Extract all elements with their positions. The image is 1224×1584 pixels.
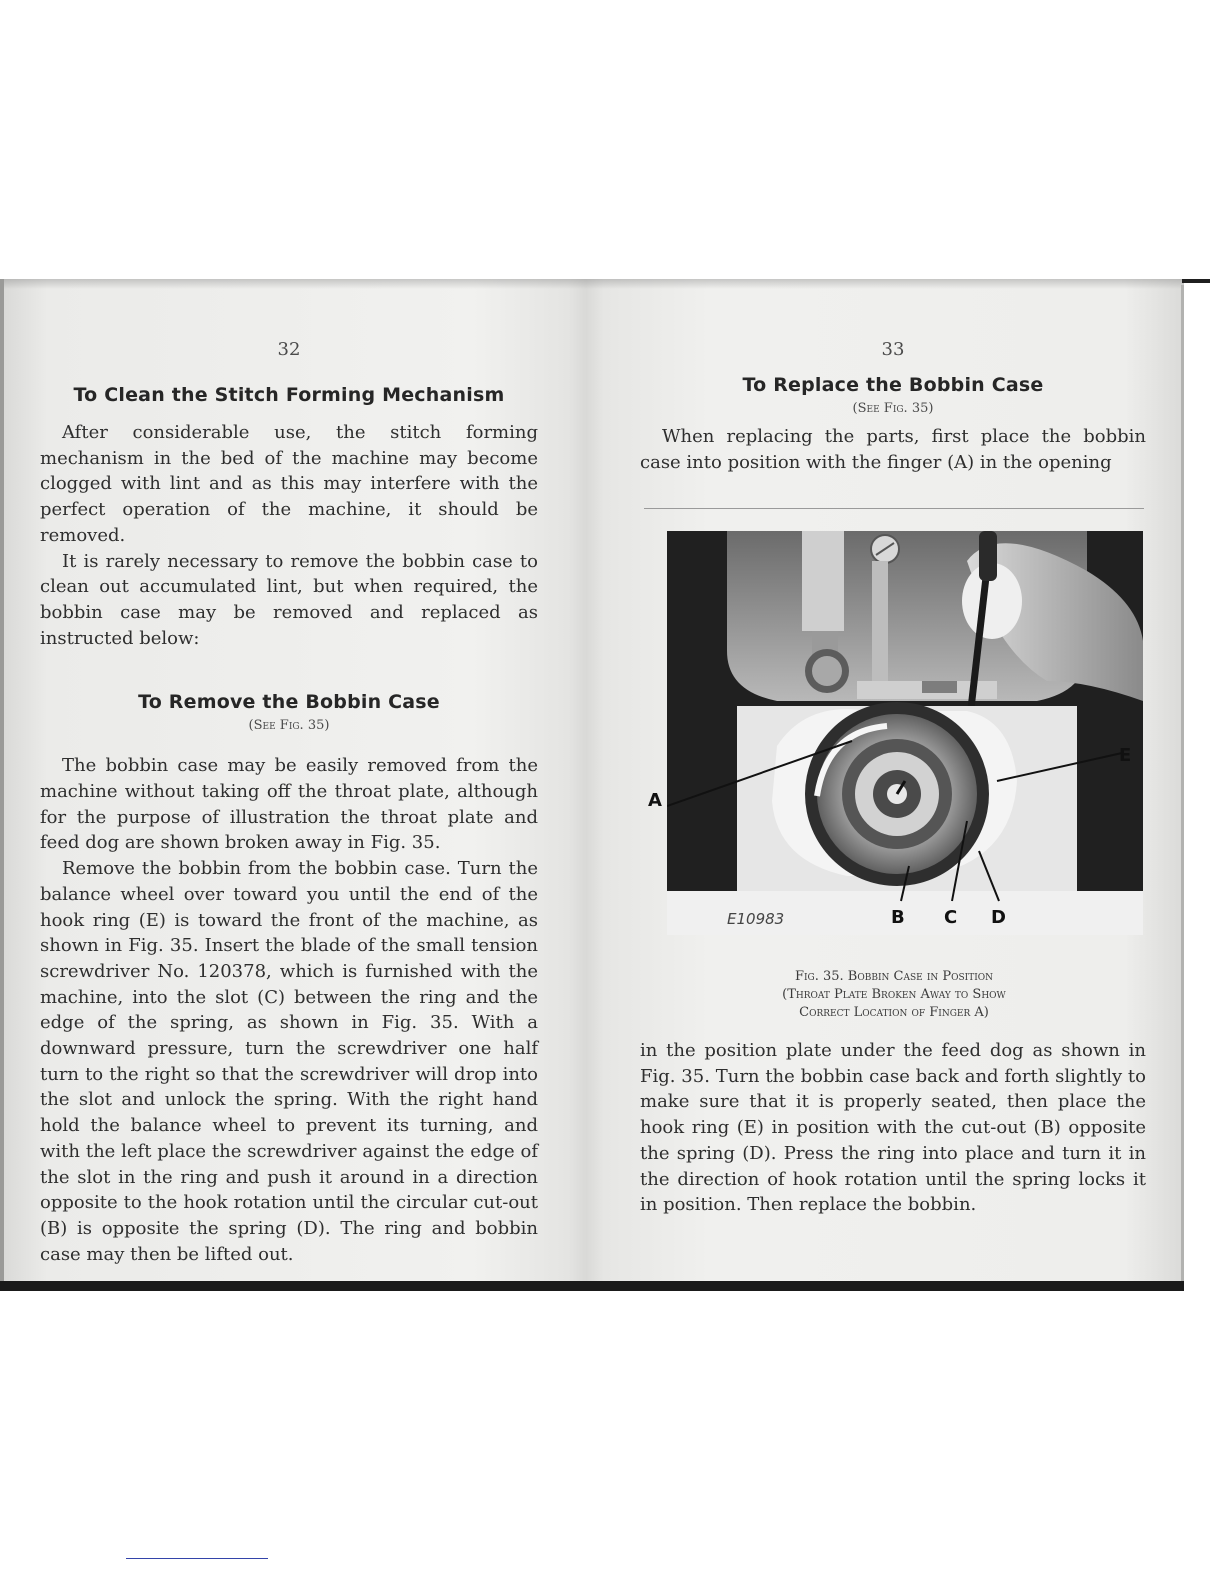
paragraph: in the position plate under the feed dog as shown in Fig. 35. Turn the bobbin case back and forth slightly to make sure that it is properly seated, then place the hook ring (E) in position with the cut-out (B) opposite the spring (D). Press the ring into place and turn it in the direction of hook rotation until the spring locks it in position. Then replace the bobbin. [640,1040,1146,1216]
figure-caption [644,968,1144,1022]
figure-top-rule [644,508,1144,509]
figure-label-b: B [891,907,905,928]
paragraph: It is rarely necessary to remove the bobbin case to clean out accumulated lint, but when required, the bobbin case may be removed and replaced as instructed below: [40,550,538,649]
section-heading-remove: To Remove the Bobbin Case [138,691,440,714]
caption-line: Fig. 35. Bobbin Case in Position [794,969,994,984]
figure-35-photo [667,531,1143,935]
bobbin-case-illustration [667,531,1143,935]
left-page [40,330,538,1267]
figure-id: E10983 [727,910,785,928]
paragraph: When replacing the parts, first place the bobbin case into position with the finger (A) in the opening [640,426,1146,473]
figure-label-e: E [1119,745,1132,766]
right-edge-mark [1182,279,1210,283]
caption-line: Correct Location of Finger A) [799,1005,989,1020]
figure-label-d: D [991,907,1006,928]
see-fig-reference: (See Fig. 35) [248,718,330,734]
right-page-continued [640,1038,1146,1218]
clean-section-text [40,420,538,651]
page-number: 33 [881,339,905,360]
see-fig-reference: (See Fig. 35) [852,401,934,416]
right-page [640,330,1146,475]
right-page-edge [1181,285,1184,1285]
paragraph: After considerable use, the stitch forming mechanism in the bed of the machine may become clogged with lint and as this may interfere with the perfect operation of the machine, it should be removed. [40,422,538,546]
figure-label-c: C [944,907,958,928]
paragraph: Remove the bobbin from the bobbin case. Turn the balance wheel over toward you until the end of the hook ring (E) is toward the front of the machine, as shown in Fig. 35. Insert the blade of the small tension screwdriver No. 120378, which is furnished with the machine, into the slot (C) between the ring and the edge of the spring, as shown in Fig. 35. With a downward pressure, turn the screwdriver one half turn to the right so that the screwdriver will drop into the slot and unlock the spring. With the right hand hold the balance wheel to prevent its turning, and with the left place the screwdriver against the edge of the slot in the ring and push it around in a direction opposite to the hook rotation until the circular cut-out (B) is opposite the spring (D). The ring and bobbin case may then be lifted out. [40,858,538,1265]
figure-label-a: A [648,790,662,811]
caption-line: (Throat Plate Broken Away to Show [782,987,1006,1002]
section-heading-replace: To Replace the Bobbin Case [742,374,1044,396]
paragraph: The bobbin case may be easily removed from the machine without taking off the throat plate, although for the purpose of illustration the throat plate and feed dog are shown broken away in Fig. 35. [40,755,538,854]
spread-top-shadow [0,279,1184,289]
bottom-link-line [126,1558,268,1559]
page-number: 32 [277,339,301,360]
section-heading-clean: To Clean the Stitch Forming Mechanism [73,384,505,406]
left-page-edge [0,279,4,1291]
remove-section-text [40,753,538,1267]
spread-bottom-edge [0,1281,1184,1291]
